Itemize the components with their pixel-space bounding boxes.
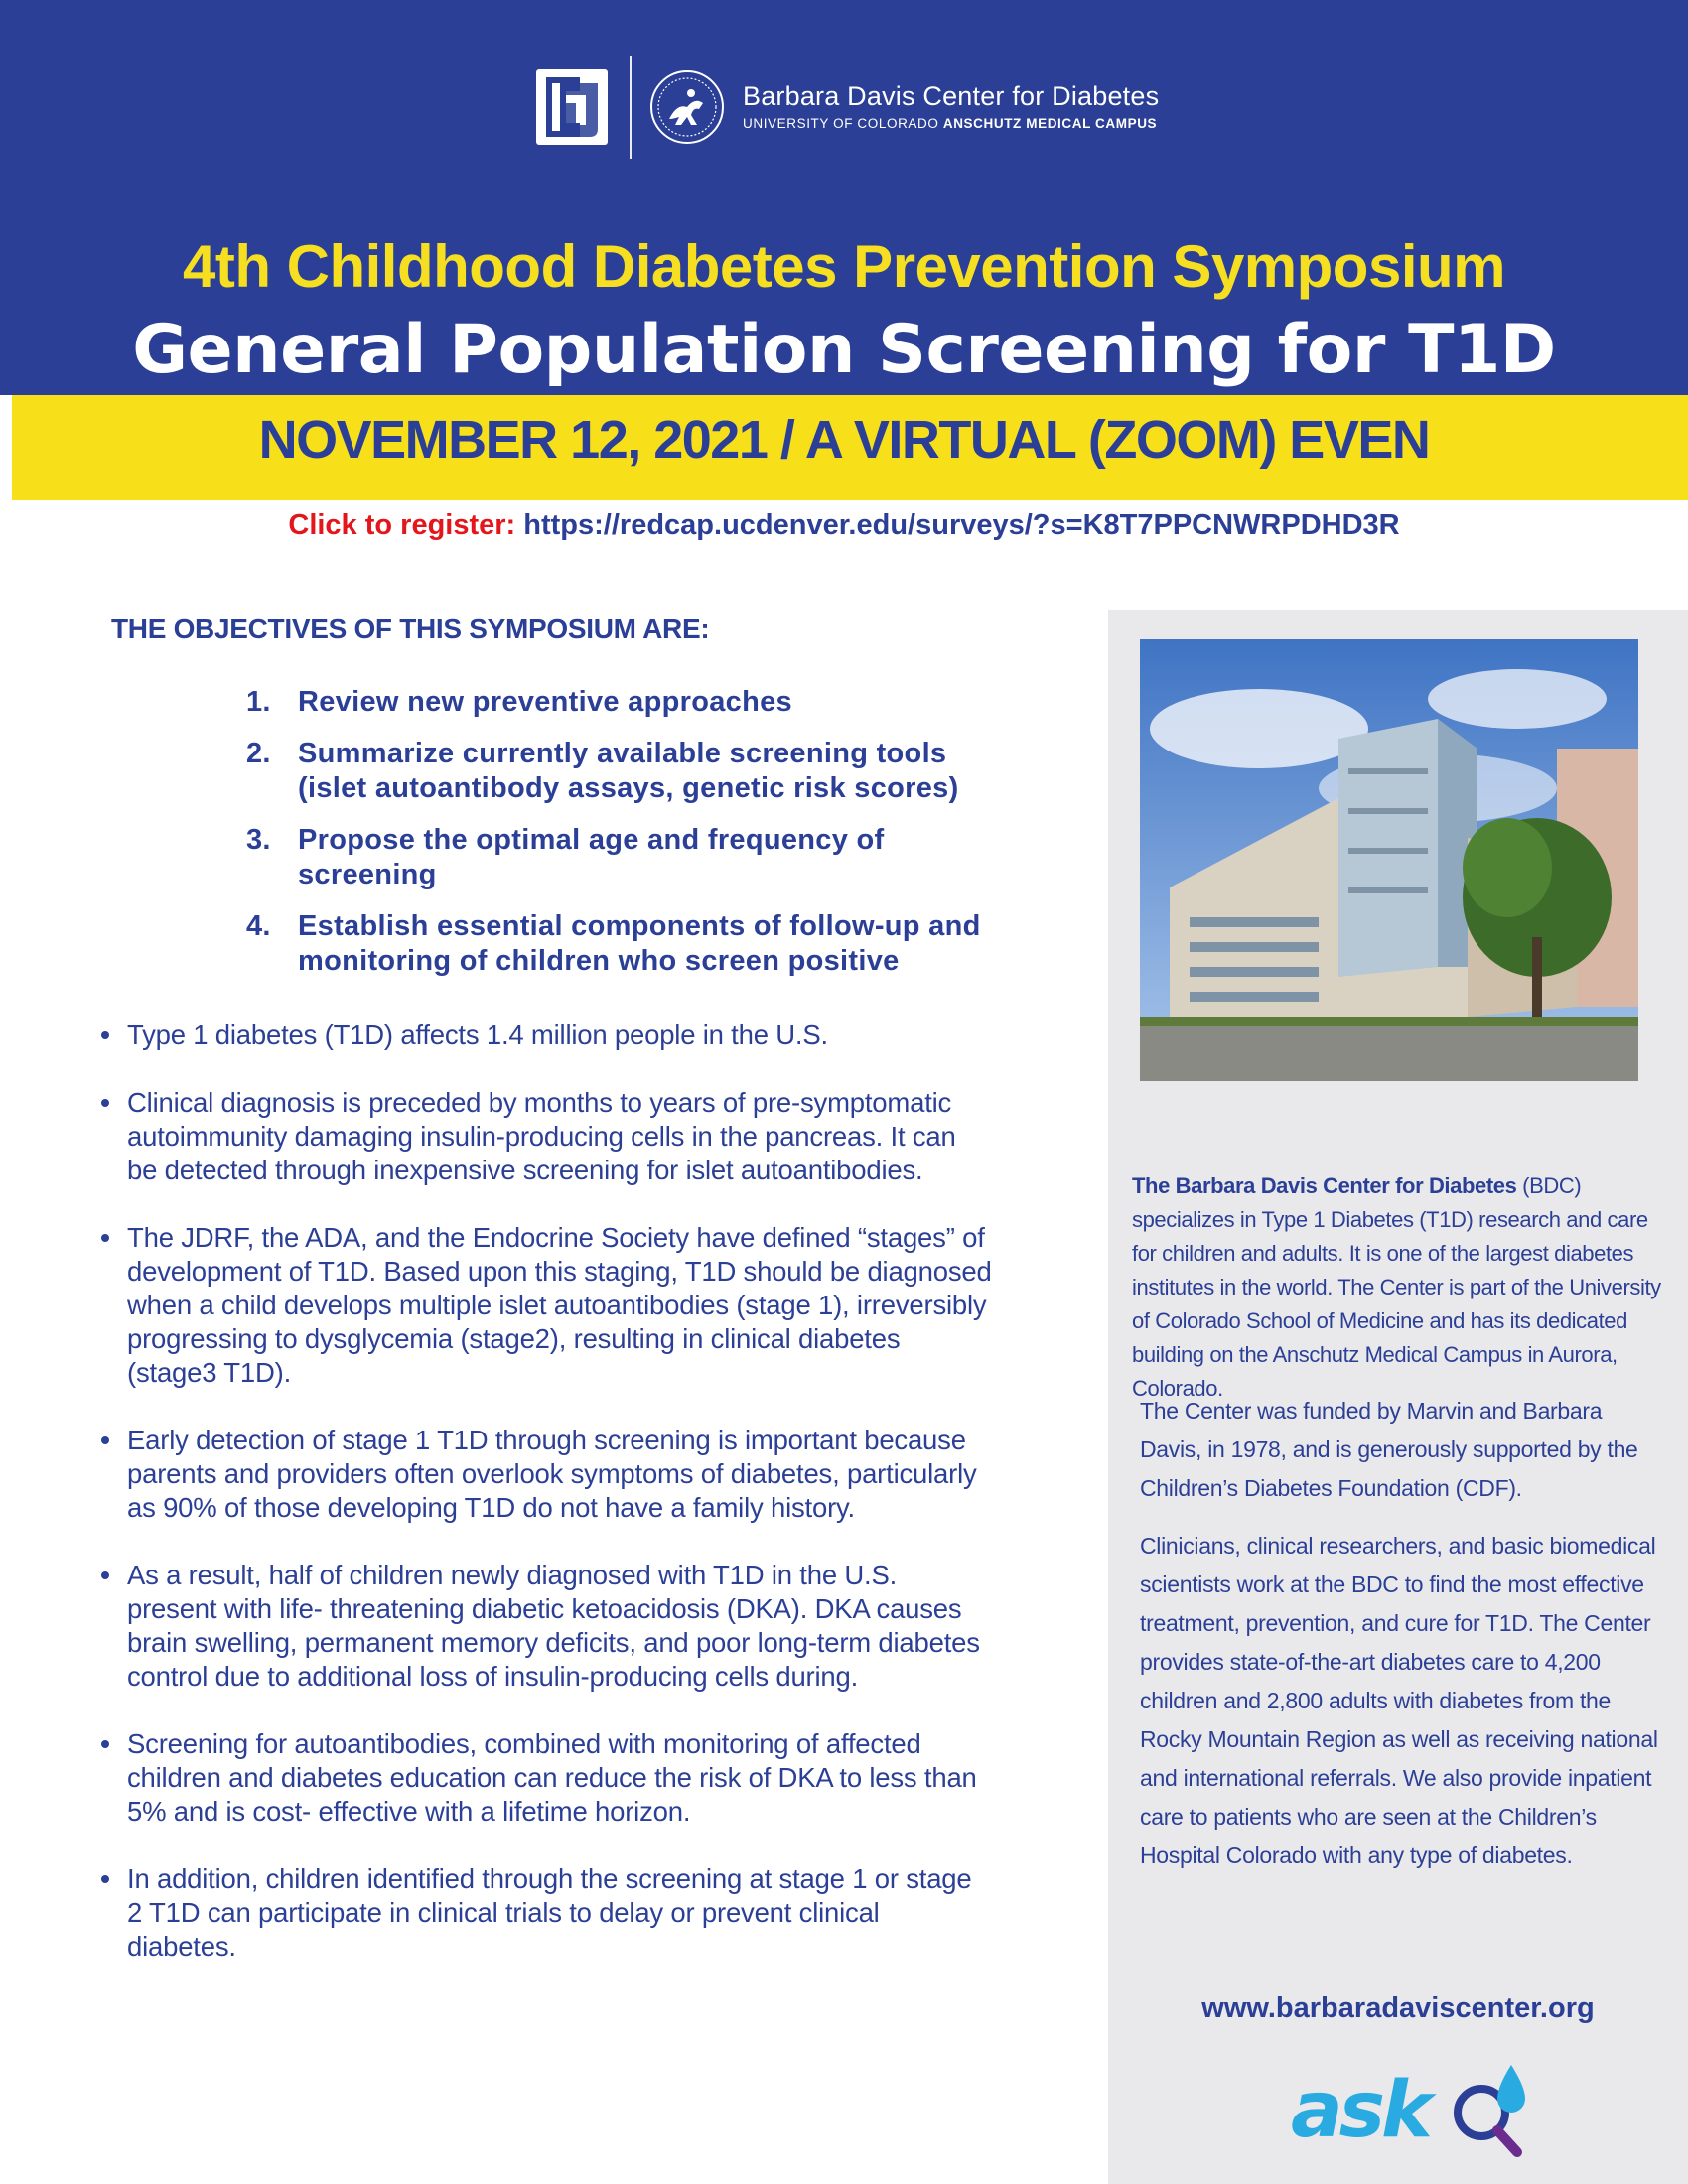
building-photo <box>1140 639 1638 1081</box>
ask-logo-icon <box>1287 2053 1545 2162</box>
fact-text: Screening for autoantibodies, combined with monitoring of affected children and diabetes education can reduce the risk of DKA to less than 5% and is cost- effective with a lifetime horizon. <box>127 1728 977 1827</box>
about-text: (BDC) specializes in Type 1 Diabetes (T1D) research and care for children and adults. It is one of the largest diabetes institutes in the world. The Center is part of the University of Colorado School of Medicine and has its dedicated building on the Anschutz Medical Campus in Aurora, Colorado. <box>1132 1173 1661 1401</box>
objective-item <box>246 685 1001 720</box>
org-subtitle <box>743 114 1159 134</box>
main-title: General Population Screening for T1D <box>132 311 1556 389</box>
objective-item <box>246 823 1001 892</box>
fact-text: Early detection of stage 1 T1D through screening is important because parents and providers often overlook symptoms of diabetes, particularly as 90% of those developing T1D do not have a family history. <box>127 1425 977 1523</box>
fact-item <box>99 1019 993 1052</box>
ask-logo-text: ask <box>1291 2066 1429 2155</box>
objective-number: 4. <box>246 910 271 942</box>
org-sub-university: UNIVERSITY OF COLORADO <box>743 116 943 131</box>
fact-text: The JDRF, the ADA, and the Endocrine Society have defined “stages” of development of T1D. Based upon this staging, T1D should be diagnosed when a child develops multiple islet autoantibodies (stage 1), irreversibly progressing to dysglycemia (stage2), resulting in clinical diabetes (stage3 T1D). <box>127 1222 992 1388</box>
about-paragraph <box>1132 1169 1676 1406</box>
fact-item <box>99 1727 993 1829</box>
objective-item <box>246 909 1001 979</box>
fact-item <box>99 1086 993 1187</box>
objective-number: 2. <box>246 738 271 769</box>
objective-number: 3. <box>246 824 271 856</box>
cu-logo-icon <box>536 69 608 145</box>
register-link[interactable]: https://redcap.ucdenver.edu/surveys/?s=K8T7PPCNWRPDHD3R <box>523 509 1400 541</box>
fact-text: In addition, children identified through the screening at stage 1 or stage 2 T1D can participate in clinical trials to delay or prevent clinical diabetes. <box>127 1863 972 1962</box>
bullet-icon <box>101 1436 109 1444</box>
university-seal-icon <box>647 68 727 147</box>
bullet-icon <box>101 1740 109 1748</box>
objective-number: 1. <box>246 686 271 718</box>
objectives-list <box>246 685 1001 996</box>
fact-text: Type 1 diabetes (T1D) affects 1.4 million people in the U.S. <box>127 1020 828 1050</box>
fact-item <box>99 1221 993 1390</box>
org-sub-campus: ANSCHUTZ MEDICAL CAMPUS <box>942 116 1158 131</box>
about-org-name: The Barbara Davis Center for Diabetes <box>1132 1173 1517 1198</box>
objective-text: Review new preventive approaches <box>298 686 792 718</box>
funding-paragraph: The Center was funded by Marvin and Barbara Davis, in 1978, and is generously supported by the Children’s Diabetes Foundation (CDF). <box>1140 1398 1638 1501</box>
objective-text: Propose the optimal age and frequency of screening <box>298 824 885 890</box>
logo-divider <box>630 56 632 159</box>
fact-list <box>99 1019 993 1997</box>
clinicians-paragraph: Clinicians, clinical researchers, and basic biomedical scientists work at the BDC to find the most effective treatment, prevention, and cure for T1D. The Center provides state-of-the-art diabetes care to 4,200 children and 2,800 adults with diabetes from the Rocky Mountain Region as well as receiving national and international referrals. We also provide inpatient care to patients who are seen at the Children’s Hospital Colorado with any type of diabetes. <box>1140 1533 1658 1868</box>
register-label: Click to register: <box>288 509 524 541</box>
bullet-icon <box>101 1234 109 1242</box>
objective-text: Establish essential components of follow-up and monitoring of children who screen positive <box>298 910 981 977</box>
bullet-icon <box>101 1875 109 1883</box>
register-line <box>0 506 1688 544</box>
fact-item <box>99 1862 993 1964</box>
fact-item <box>99 1559 993 1694</box>
logo-row <box>536 56 1159 159</box>
objective-item <box>246 737 1001 806</box>
fact-text: Clinical diagnosis is preceded by months to years of pre-symptomatic autoimmunity damaging insulin-producing cells in the pancreas. It can be detected through inexpensive screening for islet autoantibodies. <box>127 1087 956 1185</box>
bullet-icon <box>101 1571 109 1579</box>
org-text-block <box>743 80 1159 134</box>
symposium-title: 4th Childhood Diabetes Prevention Symposium <box>182 233 1505 300</box>
fact-text: As a result, half of children newly diagnosed with T1D in the U.S. present with life- threatening diabetic ketoacidosis (DKA). DKA causes brain swelling, permanent memory deficits, and poor long-term diabetes control due to additional loss of insulin-producing cells during. <box>127 1560 980 1692</box>
fact-item <box>99 1424 993 1525</box>
objective-text: Summarize currently available screening tools (islet autoantibody assays, genetic risk scores) <box>298 738 959 804</box>
objectives-heading: THE OBJECTIVES OF THIS SYMPOSIUM ARE: <box>111 614 710 644</box>
bullet-icon <box>101 1031 109 1039</box>
website-link[interactable]: www.barbaradaviscenter.org <box>1201 1992 1595 2024</box>
bullet-icon <box>101 1099 109 1107</box>
org-name: Barbara Davis Center for Diabetes <box>743 81 1160 111</box>
event-date: NOVEMBER 12, 2021 / A VIRTUAL (ZOOM) EVEN <box>258 410 1430 470</box>
